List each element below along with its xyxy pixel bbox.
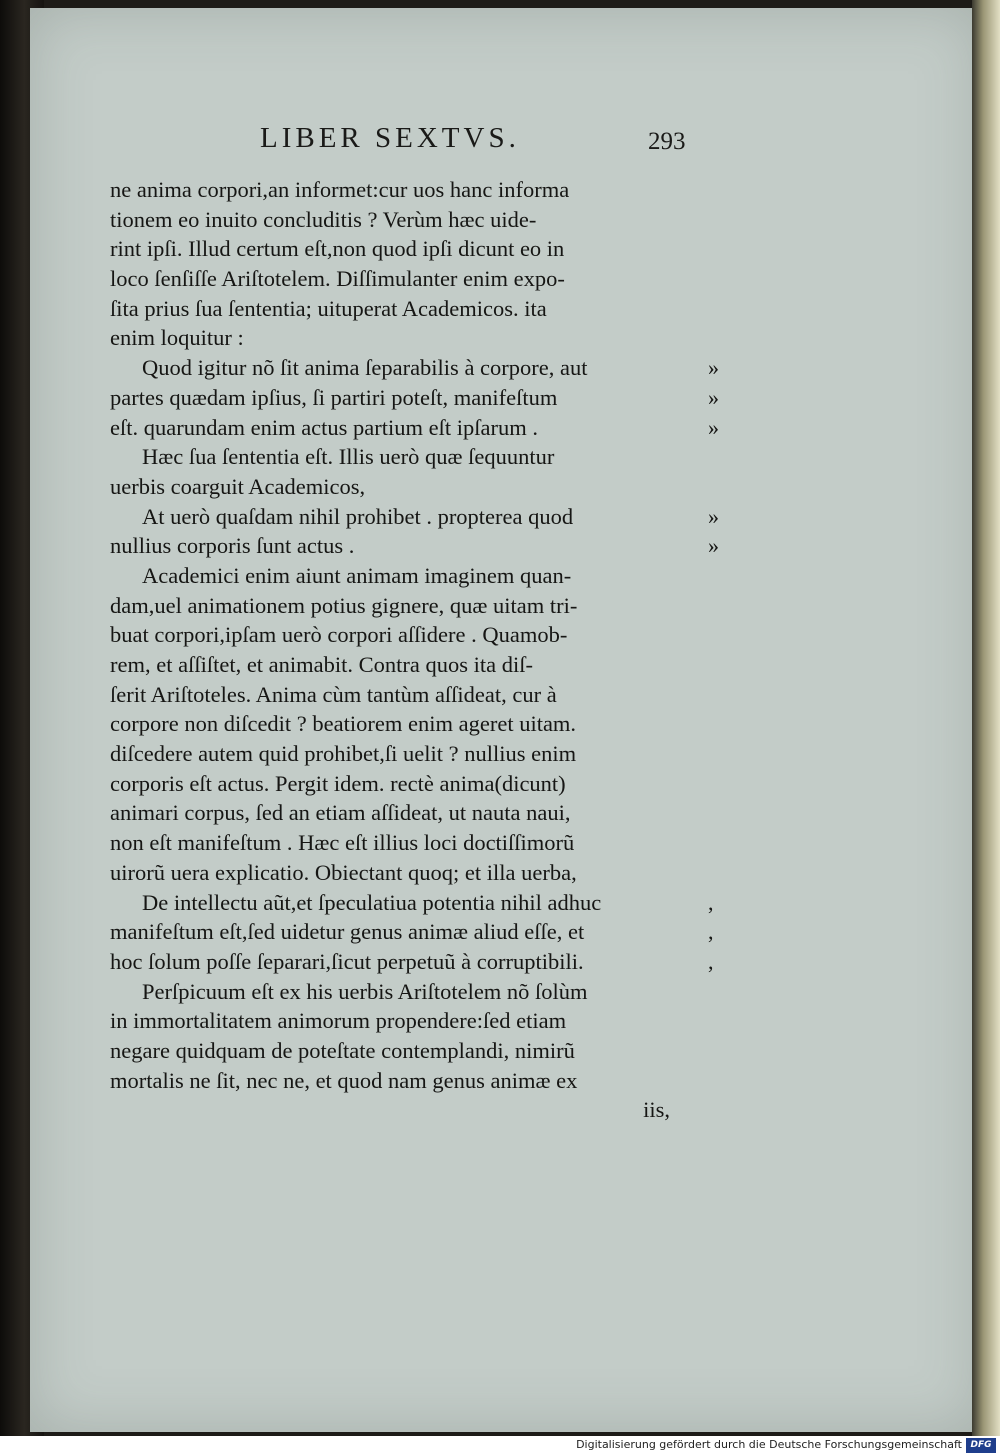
text-line [110, 323, 700, 353]
text-line [110, 947, 714, 977]
footer-strip [0, 1436, 1000, 1456]
line-text: ſerit Ariſtoteles. Anima cùm tantùm aſſideat, cur à [110, 681, 557, 707]
text-line [110, 531, 719, 561]
line-text: Hæc ſua ſententia eſt. Illis uerò quæ ſequuntur [142, 444, 555, 470]
quotation-mark: » [708, 384, 719, 410]
line-text: mortalis ne ſit, nec ne, et quod nam genus animæ ex [110, 1067, 578, 1093]
line-text: diſcedere autem quid prohibet,ſi uelit ? nullius enim [110, 741, 577, 767]
text-line [110, 502, 719, 532]
text-line [110, 1036, 700, 1066]
line-text: hoc ſolum poſſe ſeparari,ſicut perpetuũ à corruptibili. [110, 948, 584, 974]
line-text: animari corpus, ſed an etiam aſſideat, ut nauta naui, [110, 800, 571, 826]
text-line [110, 413, 719, 443]
line-text: ſita prius ſua ſententia; uituperat Academicos. ita [110, 295, 547, 321]
line-text: enim loquitur : [110, 325, 244, 351]
text-line [110, 650, 700, 680]
line-text: loco ſenſiſſe Ariſtotelem. Diſſimulanter enim expo- [110, 266, 565, 292]
line-text: Quod igitur nõ ſit anima ſeparabilis à corpore, aut [142, 355, 588, 381]
text-line [110, 294, 700, 324]
quotation-mark: » [708, 533, 719, 559]
line-text: buat corpori,ipſam uerò corpori aſſidere . Quamob- [110, 622, 568, 648]
quotation-mark: , [708, 889, 714, 915]
line-text: non eſt manifeſtum . Hæc eſt illius loci doctiſſimorũ [110, 830, 575, 856]
line-text: partes quædam ipſius, ſi partiri poteſt, manifeſtum [110, 384, 558, 410]
quotation-mark: » [708, 414, 719, 440]
text-line [110, 234, 700, 264]
page-number: 293 [648, 128, 686, 155]
line-text: dam,uel animationem potius gignere, quæ uitam tri- [110, 592, 578, 618]
line-text: Academici enim aiunt animam imaginem quan- [142, 562, 572, 588]
text-line [110, 383, 719, 413]
text-line [110, 709, 700, 739]
line-text: tionem eo inuito concluditis ? Verùm hæc uide- [110, 206, 537, 232]
quotation-mark: » [708, 503, 719, 529]
text-line [110, 591, 700, 621]
text-line [110, 858, 700, 888]
catchword: iis, [643, 1097, 670, 1123]
text-block [110, 175, 719, 1125]
line-text: manifeſtum eſt,ſed uidetur genus animæ aliud eſſe, et [110, 919, 585, 945]
text-line [110, 828, 700, 858]
line-text: negare quidquam de poteſtate contemplandi, nimirũ [110, 1037, 575, 1063]
footer-credit: Digitalisierung gefördert durch die Deutsche Forschungsgemeinschaft [576, 1438, 962, 1451]
text-line [110, 798, 700, 828]
quotation-mark: , [708, 919, 714, 945]
text-line [110, 442, 700, 472]
text-line [110, 620, 700, 650]
text-line [110, 769, 700, 799]
line-text: corpore non diſcedit ? beatiorem enim ageret uitam. [110, 711, 577, 737]
text-line [110, 353, 719, 383]
text-line [110, 1006, 700, 1036]
text-line [110, 264, 700, 294]
line-text: Perſpicuum eſt ex his uerbis Ariſtotelem nõ ſolùm [142, 978, 588, 1004]
text-line [110, 680, 700, 710]
line-text: uerbis coarguit Academicos, [110, 473, 366, 499]
line-text: De intellectu aũt,et ſpeculatiua potentia nihil adhuc [142, 889, 602, 915]
line-text: corporis eſt actus. Pergit idem. rectè anima(dicunt) [110, 770, 566, 796]
text-line [110, 888, 714, 918]
text-line [110, 561, 700, 591]
line-text: rint ipſi. Illud certum eſt,non quod ipſi dicunt eo in [110, 236, 565, 262]
running-title: LIBER SEXTVS. [260, 122, 520, 154]
dfg-logo: DFG [966, 1438, 996, 1453]
page-edge [972, 0, 1000, 1436]
line-text: At uerò quaſdam nihil prohibet . propterea quod [142, 503, 574, 529]
text-line [110, 739, 700, 769]
running-head [260, 122, 686, 162]
text-line [110, 205, 700, 235]
text-line [110, 917, 714, 947]
line-text: nullius corporis ſunt actus . [110, 533, 355, 559]
text-line [110, 472, 700, 502]
quotation-mark: » [708, 355, 719, 381]
line-text: uirorũ uera explicatio. Obiectant quoq; et illa uerba, [110, 859, 577, 885]
quotation-mark: , [708, 948, 714, 974]
line-text: in immortalitatem animorum propendere:ſed etiam [110, 1008, 567, 1034]
line-text: eſt. quarundam enim actus partium eſt ipſarum . [110, 414, 539, 440]
text-line [110, 175, 700, 205]
line-text: rem, et aſſiſtet, et animabit. Contra quos ita diſ- [110, 652, 534, 677]
text-line [110, 1066, 700, 1096]
line-text: ne anima corpori,an informet:cur uos hanc informa [110, 177, 570, 202]
text-line [110, 977, 700, 1007]
